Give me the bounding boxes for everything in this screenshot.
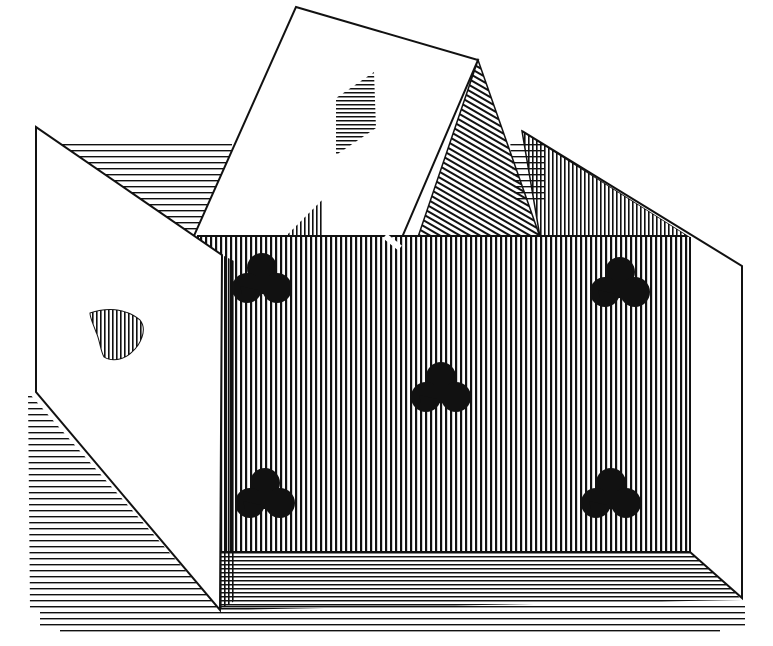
front-card-clubs [198,236,690,552]
